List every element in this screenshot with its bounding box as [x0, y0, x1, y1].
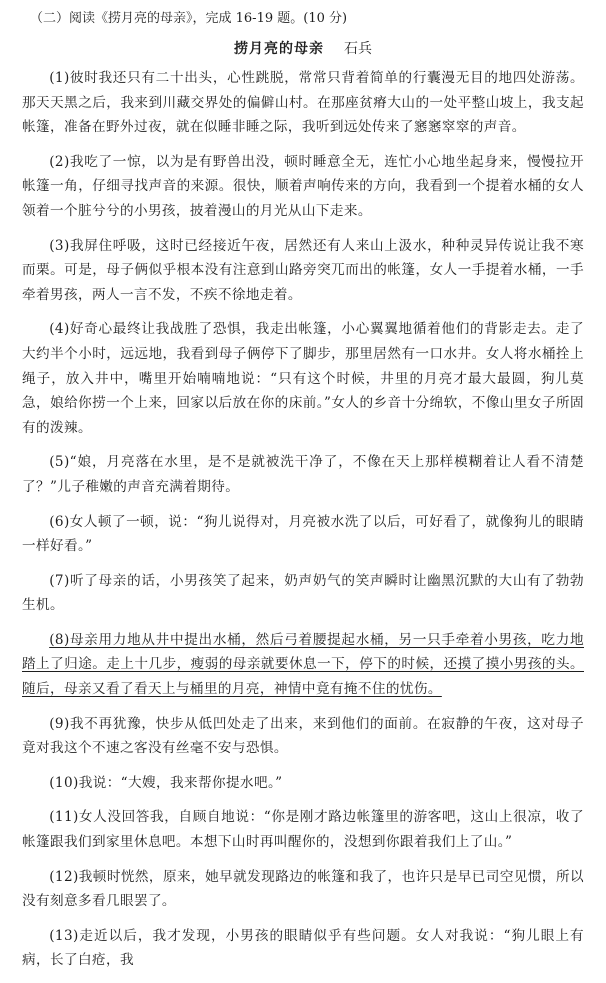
paragraph-13: [22, 924, 584, 973]
paragraph-number: (3): [49, 237, 70, 254]
article-title: 捞月亮的母亲: [234, 41, 324, 57]
paragraph-text: 女人顿了一顿，说：“狗儿说得对，月亮被水洗了以后，可好看了，就像狗儿的眼睛一样好看。”: [22, 513, 584, 555]
paragraph-text: 女人没回答我，自顾自地说：“你是刚才路边帐篷里的游客吧，这山上很凉，收了帐篷跟我们到家里休息吧。本想下山时再叫醒你的，没想到你跟着我们上了山。”: [22, 809, 584, 851]
paragraph-9: [22, 712, 584, 761]
paragraph-text: 我屏住呼吸，这时已经接近午夜，居然还有人来山上汲水，种种灵异传说让我不寒而栗。可是，母子俩似乎根本没有注意到山路旁突兀而出的帐篷，女人一手提着水桶，一手牵着男孩，两人一言不发，不疾不徐地走着。: [22, 237, 584, 303]
paragraph-1: [22, 66, 584, 140]
paragraph-4: [22, 317, 584, 440]
paragraph-number: (11): [49, 809, 79, 826]
paragraph-number: (12): [49, 868, 79, 885]
paragraph-number: (1): [49, 70, 70, 86]
article-body: [22, 66, 584, 983]
paragraph-11: [22, 805, 584, 854]
paragraph-12: [22, 865, 584, 914]
paragraph-number: (6): [49, 513, 70, 530]
paragraph-text: 我顿时恍然，原来，她早就发现路边的帐篷和我了，也许只是早已司空见惯，所以没有刻意多看几眼罢了。: [22, 868, 584, 910]
paragraph-text: 我说：“大嫂，我来帮你提水吧。”: [78, 774, 283, 791]
article-heading: [0, 40, 606, 58]
paragraph-text: 我吃了一惊，以为是有野兽出没，顿时睡意全无，连忙小心地坐起身来，慢慢拉开帐篷一角，仔细寻找声音的来源。很快，顺着声响传来的方向，我看到一个提着水桶的女人领着一个脏兮兮的小男孩，披着漫山的月光从山下走来。: [22, 153, 584, 219]
article-author: 石兵: [344, 41, 372, 57]
paragraph-text: “娘，月亮落在水里，是不是就被洗干净了，不像在天上那样模糊着让人看不清楚了？”儿子稚嫩的声音充满着期待。: [22, 454, 584, 495]
paragraph-5: [22, 450, 584, 499]
paragraph-7: [22, 569, 584, 618]
paragraph-number: (5): [49, 454, 70, 471]
section-intro: （二）阅读《捞月亮的母亲》，完成 16-19 题。(10 分): [30, 11, 348, 26]
paragraph-text: 我不再犹豫，快步从低凹处走了出来，来到他们的面前。在寂静的午夜，这对母子竟对我这个不速之客没有丝毫不安与恐惧。: [22, 715, 584, 757]
paragraph-8-underlined: [22, 628, 584, 702]
paragraph-text: 好奇心最终让我战胜了恐惧，我走出帐篷，小心翼翼地循着他们的背影走去。走了大约半个小时，远远地，我看到母子俩停下了脚步，那里居然有一口水井。女人将水桶拴上绳子，放入井中，嘴里开始喃喃地说：“只有这个时候，井里的月亮才最大最圆，狗儿莫急，娘给你捞一个上来，回家以后放在你的床前。”女人的乡音十分绵软，不像山里女子所固有的泼辣。: [22, 321, 584, 436]
paragraph-text-underlined: 母亲用力地从井中提出水桶，然后弓着腰提起水桶，另一只手牵着小男孩，吃力地踏上了归途。走上十几步，瘦弱的母亲就要休息一下，停下的时候，还摸了摸小男孩的头。随后，母亲又看了看天上与桶里的月亮，神情中竟有掩不住的忧伤。: [22, 631, 584, 698]
paragraph-number: (8): [49, 631, 70, 648]
paragraph-number: (4): [49, 321, 70, 338]
paragraph-2: [22, 150, 584, 224]
paragraph-text: 听了母亲的话，小男孩笑了起来，奶声奶气的笑声瞬时让幽黑沉默的大山有了勃勃生机。: [22, 572, 584, 614]
paragraph-number: (2): [49, 153, 70, 170]
paragraph-number: (7): [49, 572, 70, 589]
paragraph-10: [22, 771, 584, 796]
paragraph-number: (13): [49, 927, 79, 944]
paragraph-text: 走近以后，我才发现，小男孩的眼睛似乎有些问题。女人对我说：“狗儿眼上有病，长了白疮，我: [22, 927, 584, 969]
paragraph-6: [22, 510, 584, 559]
paragraph-text: 彼时我还只有二十出头，心性跳脱，常常只背着简单的行囊漫无目的地四处游荡。那天天黑之后，我来到川藏交界处的偏僻山村。在那座贫瘠大山的一处平整山坡上，我支起帐篷，准备在野外过夜，就在似睡非睡之际，我听到远处传来了窸窸窣窣的声音。: [22, 70, 584, 136]
paragraph-number: (9): [49, 715, 70, 732]
paragraph-number: (10): [49, 774, 79, 791]
paragraph-3: [22, 234, 584, 308]
